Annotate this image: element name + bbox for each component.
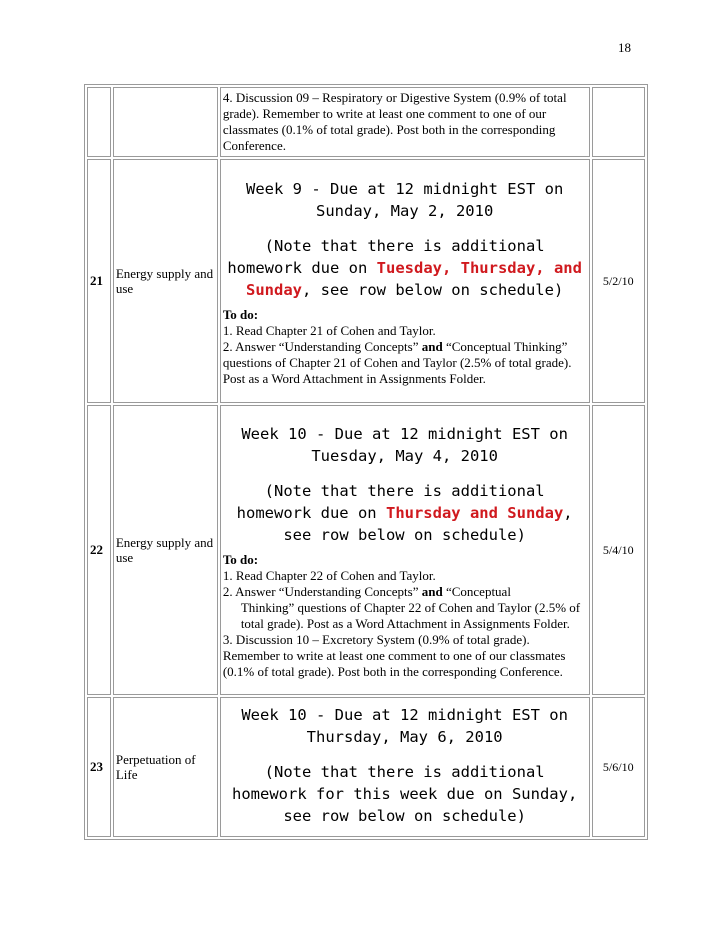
table-row (87, 405, 645, 695)
due-date: 5/4/10 (592, 405, 646, 695)
topic: Energy supply and use (113, 405, 218, 695)
table-row (87, 159, 645, 403)
topic-cell (113, 87, 218, 157)
todo-item: 1. Read Chapter 22 of Cohen and Taylor. (222, 567, 436, 583)
due-date: 5/6/10 (592, 697, 646, 837)
todo-item-continued: Thinking” questions of Chapter 22 of Cohen and Taylor (2.5% of total grade). Post as a Word Attachment in Assignments Folder. (240, 599, 581, 631)
homework-note: (Note that there is additional homework due on Thursday and Sunday, see row below on schedule) (236, 481, 573, 544)
due-date: 5/2/10 (592, 159, 646, 403)
content-cell (220, 87, 590, 157)
schedule-table (84, 84, 648, 840)
todo-item: 2. Answer “Understanding Concepts” and “Conceptual (222, 583, 511, 599)
table-row (87, 87, 645, 157)
content-cell (220, 405, 590, 695)
row-number-cell (87, 87, 111, 157)
todo-label: To do: (222, 306, 259, 322)
row-number: 22 (87, 405, 111, 695)
todo-label: To do: (222, 551, 259, 567)
highlighted-days: Tuesday, Thursday, and Sunday (246, 258, 582, 299)
week-heading: Week 10 - Due at 12 midnight EST on Tuesday, May 4, 2010 (241, 424, 568, 465)
week-heading: Week 10 - Due at 12 midnight EST on Thursday, May 6, 2010 (241, 705, 568, 746)
todo-item: 2. Answer “Understanding Concepts” and “Conceptual Thinking” questions of Chapter 21 of Cohen and Taylor (2.5% of total grade). Post as a Word Attachment in Assignments Folder. (222, 338, 572, 386)
discussion-item: 4. Discussion 09 – Respiratory or Digestive System (0.9% of total grade). Remember to write at least one comment to one of our classmates (0.1% of total grade). Post both in the corresponding Conference. (222, 90, 567, 153)
due-date-cell (592, 87, 646, 157)
homework-note: (Note that there is additional homework due on Tuesday, Thursday, and Sunday, see row below on schedule) (227, 236, 582, 299)
homework-note: (Note that there is additional homework for this week due on Sunday, see row below on schedule) (232, 762, 578, 825)
row-number: 23 (87, 697, 111, 837)
content-cell (220, 697, 590, 837)
content-cell (220, 159, 590, 403)
topic: Perpetuation of Life (113, 697, 218, 837)
topic: Energy supply and use (113, 159, 218, 403)
todo-item: 1. Read Chapter 21 of Cohen and Taylor. (222, 322, 436, 338)
week-heading: Week 9 - Due at 12 midnight EST on Sunday, May 2, 2010 (246, 179, 564, 220)
highlighted-days: Thursday and Sunday (385, 503, 564, 522)
todo-item: 3. Discussion 10 – Excretory System (0.9% of total grade). Remember to write at least one comment to one of our classmates (0.1% of total grade). Post both in the corresponding Conference. (222, 631, 566, 679)
page-number: 18 (618, 40, 631, 55)
row-number: 21 (87, 159, 111, 403)
table-row (87, 697, 645, 837)
